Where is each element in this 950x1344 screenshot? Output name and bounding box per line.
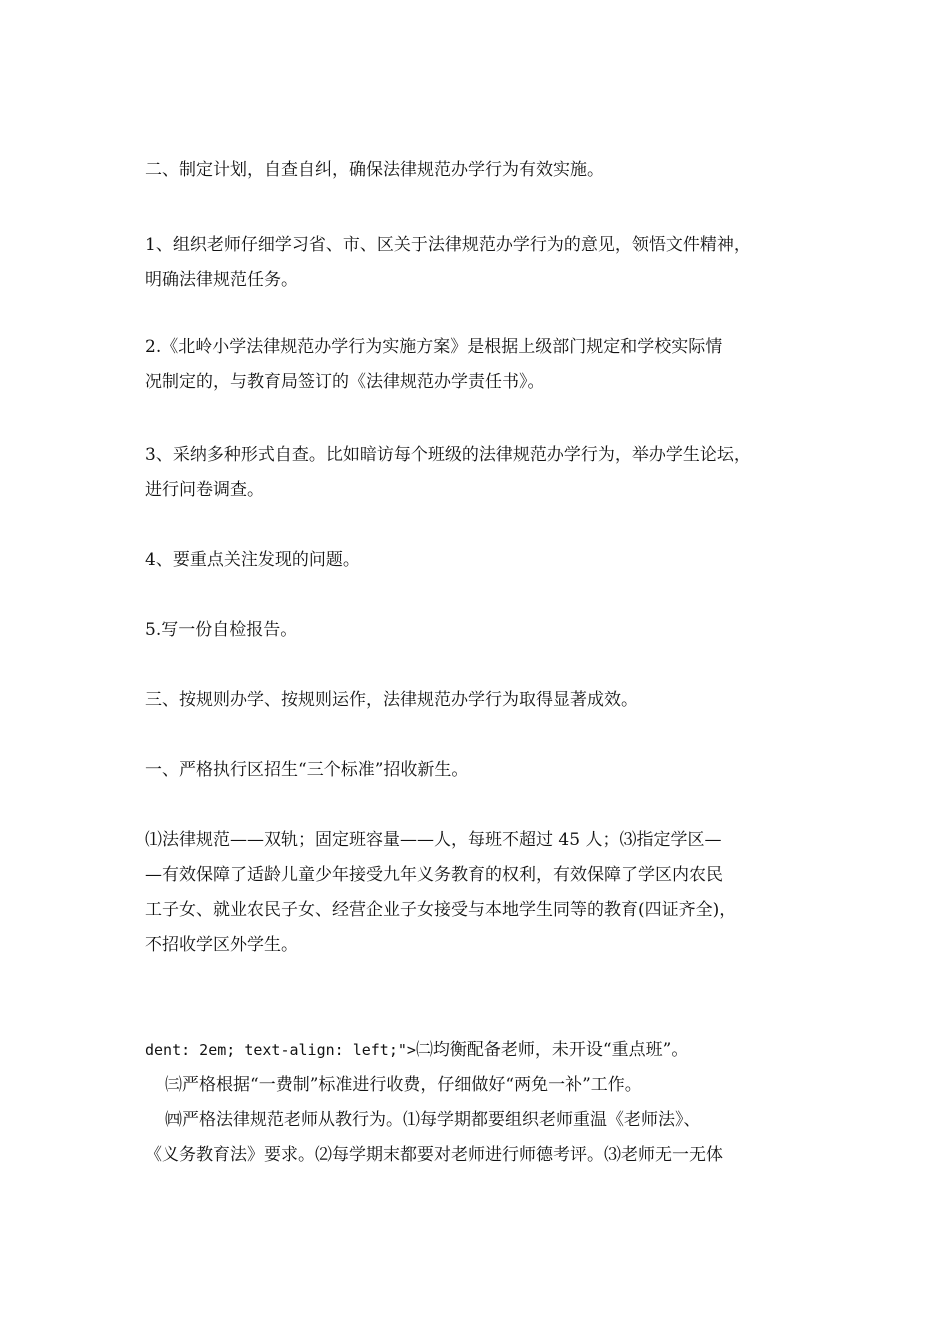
item-2-line-1: 2.《北岭小学法律规范办学行为实施方案》是根据上级部门规定和学校实际情 xyxy=(145,337,723,357)
section-three-heading xyxy=(145,683,825,718)
enrollment-line-3: 工子女、就业农民子女、经营企业子女接受与本地学生同等的教育(四证齐全)， xyxy=(145,900,737,920)
fee-paragraph xyxy=(145,1068,825,1103)
teacher-allocation-line xyxy=(145,1033,825,1068)
enrollment-line-1: ⑴法律规范——双轨；固定班容量——人，每班不超过 45 人；⑶指定学区— xyxy=(145,830,722,850)
item-4-text: 4、要重点关注发现的问题。 xyxy=(145,550,360,570)
enrollment-line-4: 不招收学区外学生。 xyxy=(145,935,298,955)
stray-css-fragment: dent: 2em; text-align: left;"> xyxy=(145,1041,416,1059)
item-3-line-1: 3、采纳多种形式自查。比如暗访每个班级的法律规范办学行为，举办学生论坛， xyxy=(145,445,751,465)
item-1-paragraph xyxy=(145,228,825,298)
item-1-line-1: 1、组织老师仔细学习省、市、区关于法律规范办学行为的意见，领悟文件精神， xyxy=(145,235,751,255)
enrollment-line-2: —有效保障了适龄儿童少年接受九年义务教育的权利，有效保障了学区内农民 xyxy=(145,865,723,885)
enrollment-standards-paragraph xyxy=(145,823,825,963)
section-two-heading xyxy=(145,153,825,188)
teacher-allocation-text: ㈡均衡配备老师，未开设“重点班”。 xyxy=(415,1040,689,1060)
teacher-conduct-paragraph xyxy=(145,1103,825,1173)
subsection-one-heading-text: 一、严格执行区招生“三个标准”招收新生。 xyxy=(145,760,469,780)
section-three-heading-text: 三、按规则办学、按规则运作，法律规范办学行为取得显著成效。 xyxy=(145,690,638,710)
item-5-paragraph xyxy=(145,613,825,648)
item-3-line-2: 进行问卷调查。 xyxy=(145,480,264,500)
item-5-text: 5.写一份自检报告。 xyxy=(145,620,298,640)
teacher-conduct-line-1: ㈣严格法律规范老师从教行为。⑴每学期都要组织老师重温《老师法》、 xyxy=(165,1110,701,1130)
section-two-heading-text: 二、制定计划，自查自纠，确保法律规范办学行为有效实施。 xyxy=(145,160,604,180)
item-4-paragraph xyxy=(145,543,825,578)
item-3-paragraph xyxy=(145,438,825,508)
item-2-paragraph xyxy=(145,330,825,400)
fee-text: ㈢严格根据“一费制”标准进行收费，仔细做好“两免一补”工作。 xyxy=(165,1075,642,1095)
item-2-line-2: 况制定的，与教育局签订的《法律规范办学责任书》。 xyxy=(145,372,545,392)
teacher-conduct-line-2: 《义务教育法》要求。⑵每学期末都要对老师进行师德考评。⑶老师无一无体 xyxy=(145,1145,723,1165)
teacher-allocation-paragraph xyxy=(145,1033,825,1068)
subsection-one-heading xyxy=(145,753,825,788)
item-1-line-2: 明确法律规范任务。 xyxy=(145,270,298,290)
